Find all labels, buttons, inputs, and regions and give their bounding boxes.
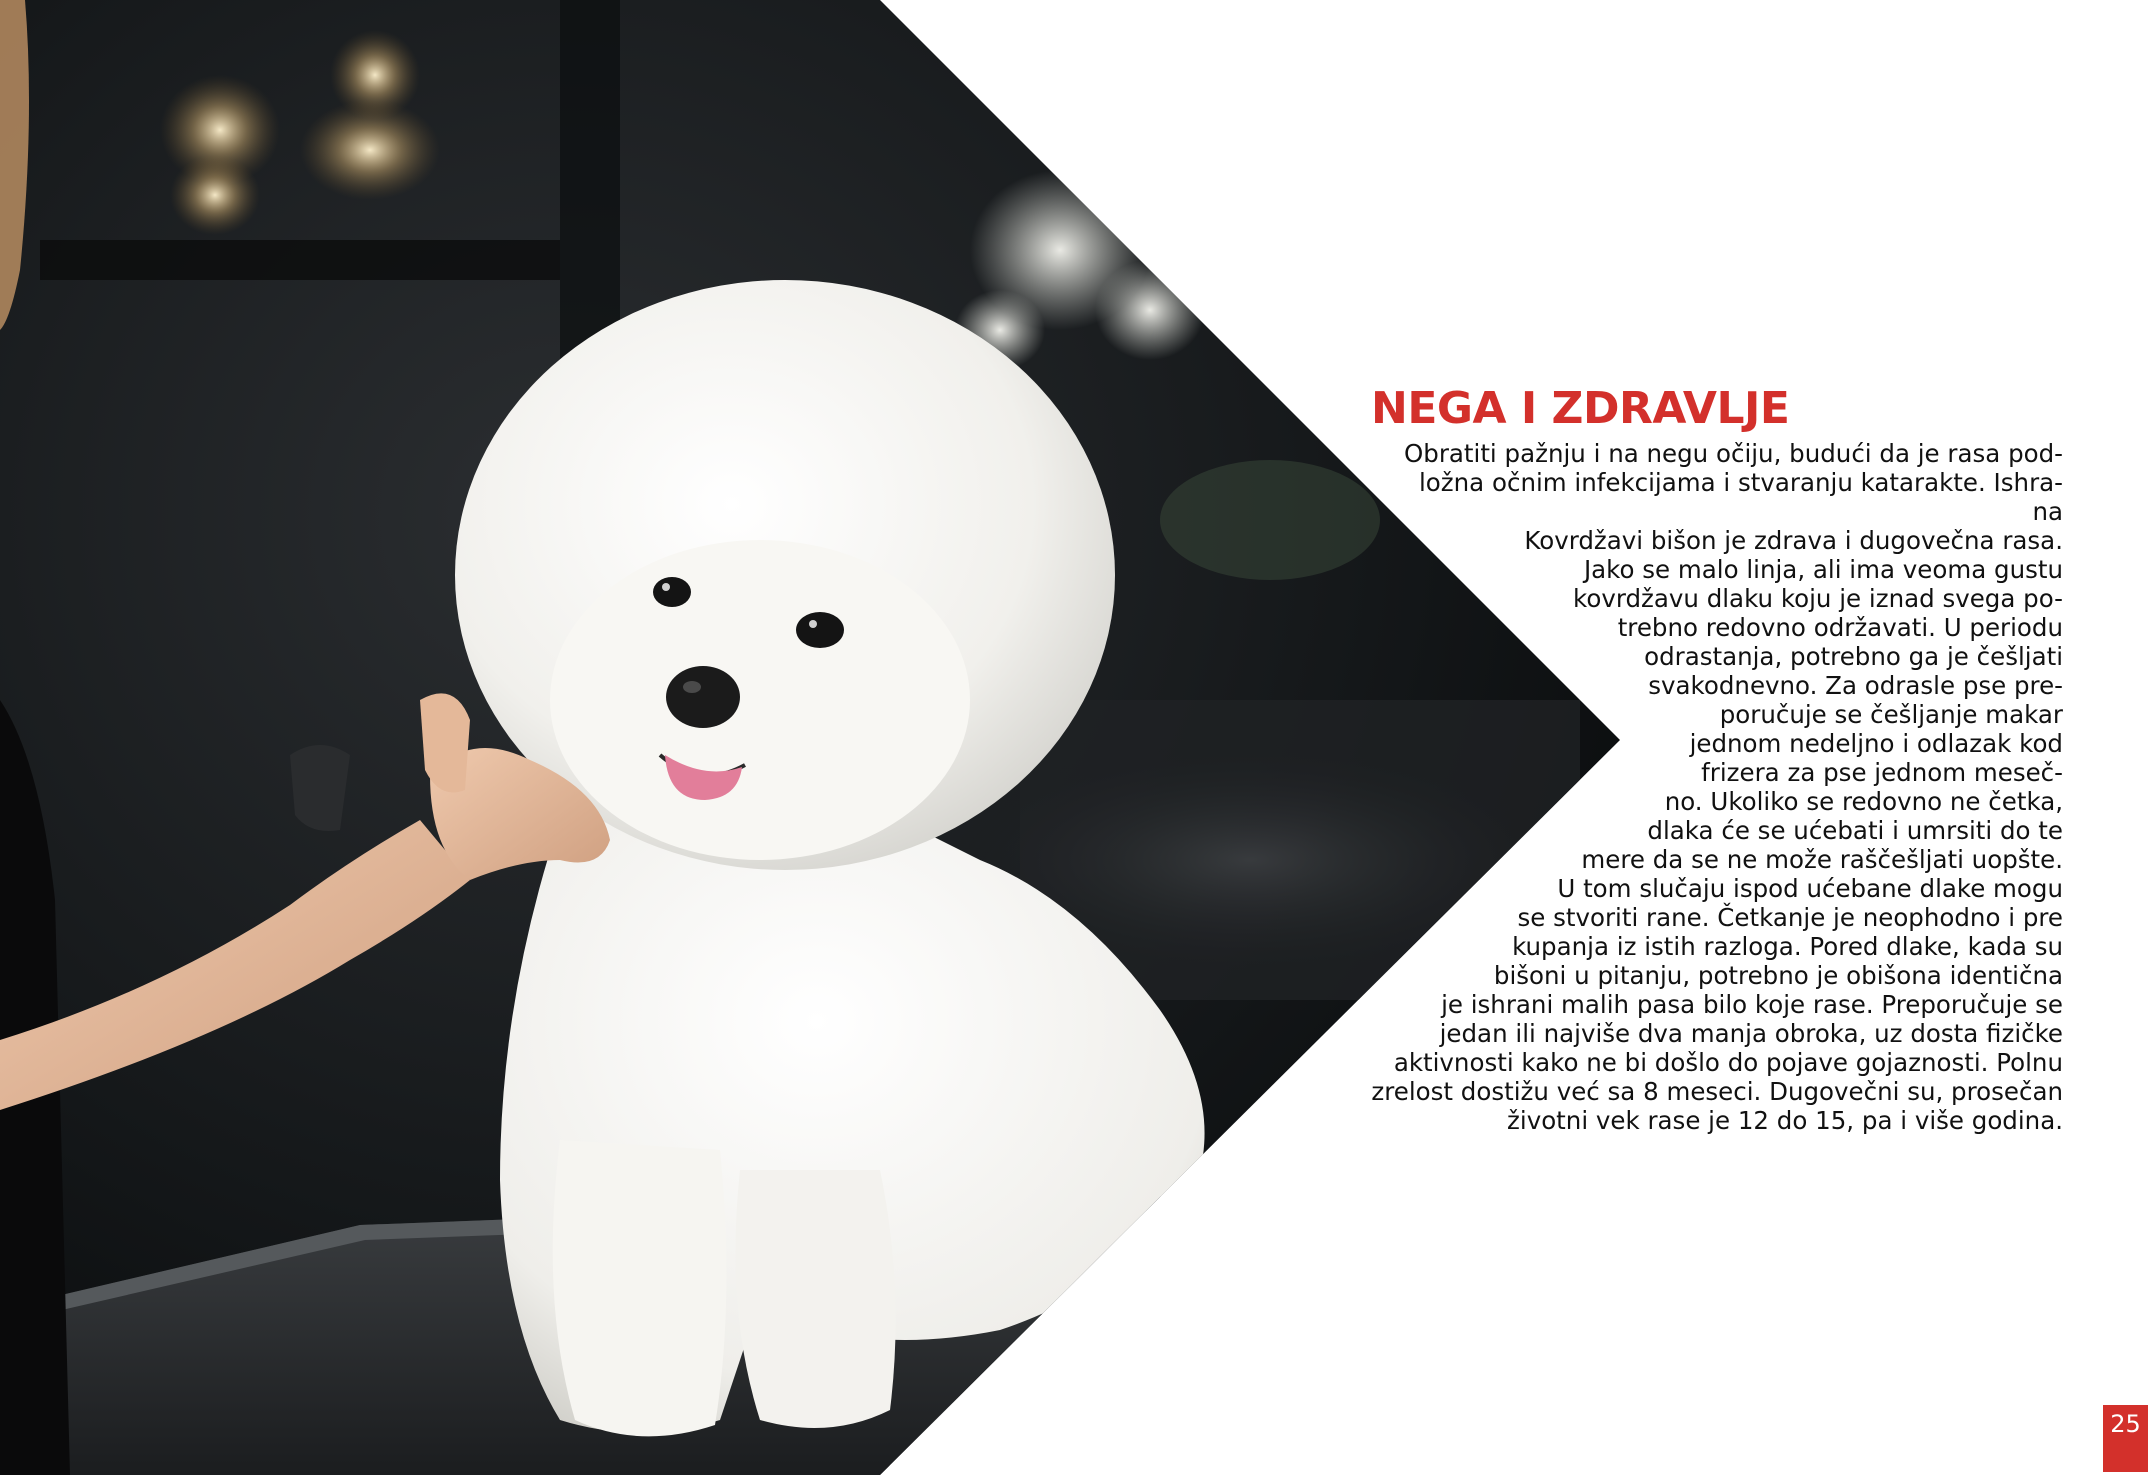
- body-text-line: U tom slučaju ispod ućebane dlake mogu: [1557, 874, 2063, 903]
- body-text-line: poručuje se češljanje makar: [1719, 700, 2063, 729]
- body-text-line: aktivnosti kako ne bi došlo do pojave gojaznosti. Polnu: [1393, 1048, 2063, 1077]
- body-text-line: je ishrani malih pasa bilo koje rase. Preporučuje se: [1441, 990, 2063, 1019]
- body-text-line: frizera za pse jednom meseč-: [1701, 758, 2063, 787]
- body-text-line: životni vek rase je 12 do 15, pa i više godina.: [1507, 1106, 2063, 1135]
- body-text-line: kupanja iz istih razloga. Pored dlake, kada su: [1512, 932, 2063, 961]
- body-text-line: ložna očnim infekcijama i stvaranju katarakte. Ishra-: [1419, 468, 2063, 497]
- body-text-line: kovrdžavu dlaku koju je iznad svega po-: [1573, 584, 2063, 613]
- body-text-line: Obratiti pažnju i na negu očiju, budući da je rasa pod-: [1403, 439, 2063, 468]
- page-number: 25: [2110, 1410, 2141, 1438]
- body-text-line: Jako se malo linja, ali ima veoma gustu: [1583, 555, 2063, 584]
- body-text-line: jedan ili najviše dva manja obroka, uz dosta fizičke: [1439, 1019, 2063, 1048]
- body-text-line: zrelost dostižu već sa 8 meseci. Dugovečni su, prosečan: [1371, 1077, 2063, 1106]
- body-text-line: no. Ukoliko se redovno ne četka,: [1664, 787, 2063, 816]
- body-text-line: svakodnevno. Za odrasle pse pre-: [1648, 671, 2063, 700]
- body-text-line: trebno redovno održavati. U periodu: [1617, 613, 2063, 642]
- body-text-line: na: [2032, 497, 2063, 526]
- body-text-line: bišoni u pitanju, potrebno je obišona identična: [1493, 961, 2063, 990]
- page-title: NEGA I ZDRAVLJE: [1371, 383, 1790, 434]
- body-text-line: odrastanja, potrebno ga je češljati: [1644, 642, 2063, 671]
- body-text-line: mere da se ne može raščešljati uopšte.: [1581, 845, 2063, 874]
- body-text: [1200, 439, 2063, 1135]
- body-text-line: jednom nedeljno i odlazak kod: [1689, 729, 2063, 758]
- body-text-line: se stvoriti rane. Četkanje je neophodno i pre: [1517, 903, 2063, 932]
- body-text-line: dlaka će se ućebati i umrsiti do te: [1647, 816, 2063, 845]
- body-text-line: Kovrdžavi bišon je zdrava i dugovečna rasa.: [1524, 526, 2063, 555]
